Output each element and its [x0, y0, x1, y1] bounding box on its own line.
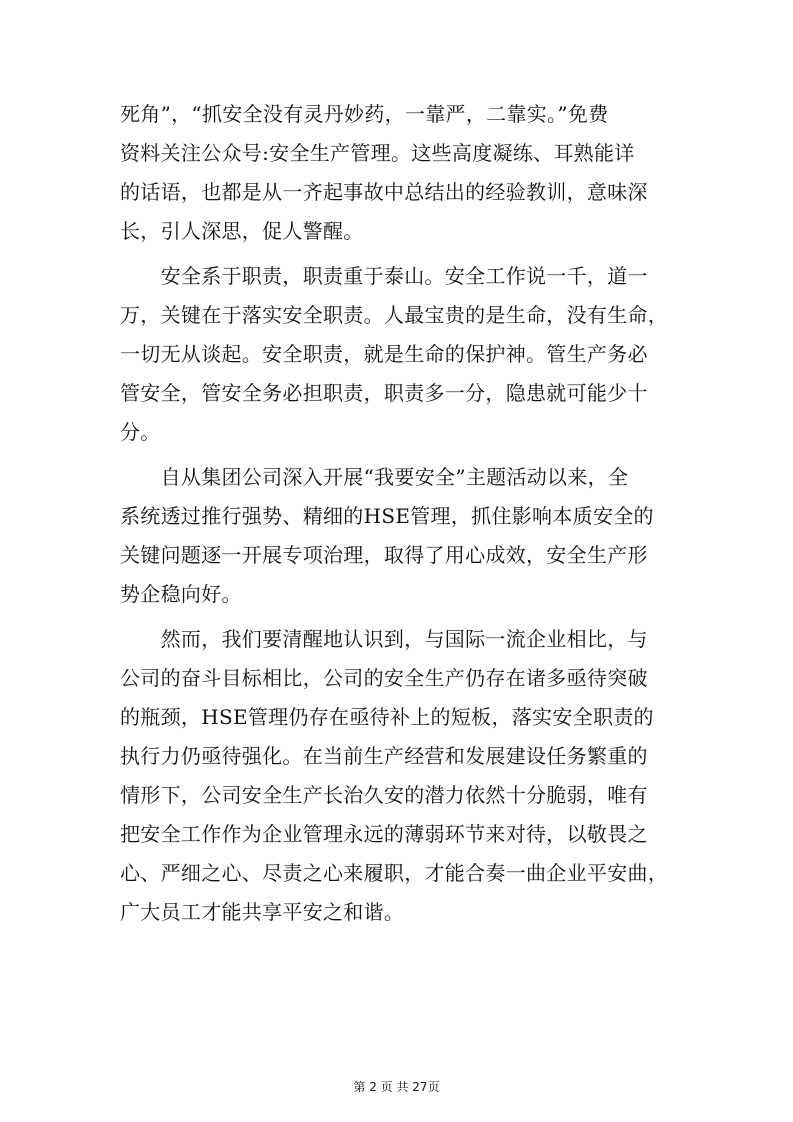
body-text — [120, 95, 680, 938]
page-number: 第 2 页 共 27页 — [353, 1080, 440, 1094]
text-line: 资料关注公众号:安全生产管理。这些高度凝练、耳熟能详 — [120, 141, 635, 165]
text-line: 安全系于职责，职责重于泰山。安全工作说一千，道一 — [120, 264, 648, 288]
text-line: 死角”，“抓安全没有灵丹妙药，一靠严，二靠实。”免费 — [120, 102, 609, 126]
text-line: 一切无从谈起。安全职责，就是生命的保护神。管生产务必 — [120, 342, 648, 366]
text-line: 管安全，管安全务必担职责，职责多一分，隐患就可能少十 — [120, 381, 648, 405]
text-line: 的瓶颈，HSE管理仍存在亟待补上的短板，落实安全职责的 — [120, 705, 654, 729]
paragraph — [120, 95, 680, 251]
text-line: 的话语，也都是从一齐起事故中总结出的经验教训，意味深 — [120, 180, 648, 204]
text-line: 心、严细之心、尽责之心来履职，才能合奏一曲企业平安曲， — [120, 861, 669, 885]
text-line: 势企稳向好。 — [120, 582, 242, 606]
paragraph — [120, 620, 680, 932]
text-line: 万，关键在于落实安全职责。人最宝贵的是生命，没有生命， — [120, 303, 669, 327]
text-line: 系统透过推行强势、精细的HSE管理，抓住影响本质安全的 — [120, 504, 654, 528]
text-line: 长，引人深思，促人警醒。 — [120, 219, 364, 243]
text-line: 分。 — [120, 420, 161, 444]
paragraph — [120, 257, 680, 452]
text-line: 自从集团公司深入开展“我要安全”主题活动以来，全 — [120, 465, 629, 489]
text-line: 把安全工作作为企业管理永远的薄弱环节来对待，以敬畏之 — [120, 822, 648, 846]
text-line: 情形下，公司安全生产长治久安的潜力依然十分脆弱，唯有 — [120, 783, 648, 807]
text-line: 关键问题逐一开展专项治理，取得了用心成效，安全生产形 — [120, 543, 648, 567]
text-line: 然而，我们要清醒地认识到，与国际一流企业相比，与 — [120, 627, 648, 651]
paragraph — [120, 458, 680, 614]
text-line: 执行力仍亟待强化。在当前生产经营和发展建设任务繁重的 — [120, 744, 648, 768]
text-line: 广大员工才能共享平安之和谐。 — [120, 900, 405, 924]
text-line: 公司的奋斗目标相比，公司的安全生产仍存在诸多亟待突破 — [120, 666, 648, 690]
